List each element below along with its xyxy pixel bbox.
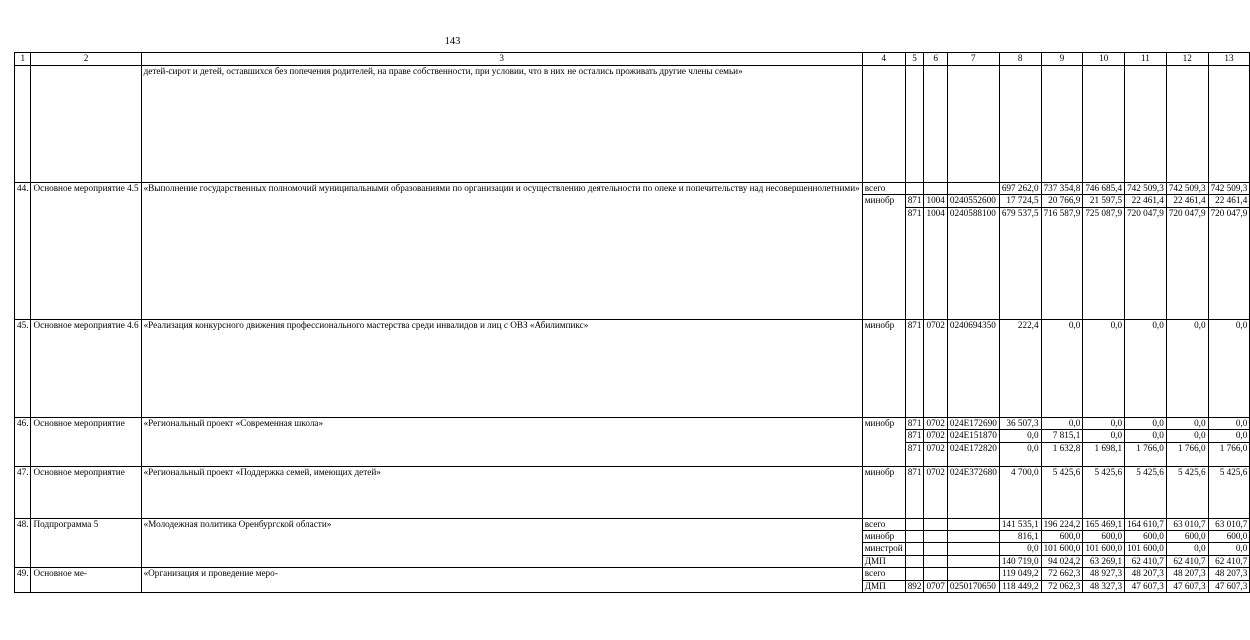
value-cell: 164 610,7 [1125, 518, 1167, 530]
value-cell: 5 425,6 [1125, 466, 1167, 518]
value-cell: 47 607,3 [1208, 580, 1250, 592]
value-cell: 101 600,0 [1083, 543, 1125, 555]
value-cell: 0,0 [1125, 417, 1167, 429]
value-cell: 48 327,3 [1083, 580, 1125, 592]
header-cell: 2 [31, 53, 141, 66]
value-cell: 816,1 [999, 531, 1041, 543]
row-name: «Организация и проведение меро- [141, 568, 862, 593]
value-cell: 697 262,0 [999, 183, 1041, 195]
value-cell: 101 600,0 [1041, 543, 1083, 555]
value-cell: 47 607,3 [1166, 580, 1208, 592]
value-cell: 5 425,6 [1208, 466, 1250, 518]
value-cell: 36 507,3 [999, 417, 1041, 429]
value-cell: 0,0 [1166, 319, 1208, 417]
value-cell: 600,0 [1083, 531, 1125, 543]
executor: всего [862, 568, 905, 580]
table-row-49-sub: ДМП 892 0707 0250170650 118 449,2 72 062,3 48 327,3 47 607,3 47 607,3 47 607,3 [15, 580, 1250, 592]
header-cell: 4 [862, 53, 905, 66]
value-cell: 20 766,9 [1041, 195, 1083, 207]
value-cell: 63 269,1 [1083, 555, 1125, 567]
row-name: «Молодежная политика Оренбургской области» [141, 518, 862, 568]
row-type: Основное мероприятие [31, 417, 141, 466]
value-cell: 63 010,7 [1208, 518, 1250, 530]
value-cell: 118 449,2 [999, 580, 1041, 592]
header-cell: 3 [141, 53, 862, 66]
row-number: 45. [15, 319, 31, 417]
table-row-48 [15, 518, 1250, 530]
value-cell: 1 766,0 [1125, 442, 1167, 466]
budget-table [14, 52, 1250, 593]
value-cell: 62 410,7 [1125, 555, 1167, 567]
value-cell: 1 698,1 [1083, 442, 1125, 466]
value-cell: 725 087,9 [1083, 207, 1125, 319]
value-cell: 21 597,5 [1083, 195, 1125, 207]
value-cell: 101 600,0 [1125, 543, 1167, 555]
value-cell: 7 815,1 [1041, 430, 1083, 442]
row-type: Основное ме- [31, 568, 141, 593]
value-cell: 0,0 [1125, 430, 1167, 442]
value-cell: 48 207,3 [1208, 568, 1250, 580]
row-type: Основное мероприятие [31, 466, 141, 518]
value-cell: 0,0 [1083, 319, 1125, 417]
table-row-46: 46. Основное мероприятие «Региональный проект «Современная школа» минобр 871 0702 024E172690 36 507,3 0,0 0,0 0,0 0,0 0,0 [15, 417, 1250, 429]
value-cell: 600,0 [1166, 531, 1208, 543]
value-cell: 0,0 [1041, 417, 1083, 429]
row-name: «Региональный проект «Современная школа» [141, 417, 862, 466]
table-row-46-sub: 871 0702 024E151870 0,0 7 815,1 0,0 0,0 0,0 0,0 [15, 430, 1250, 442]
executor: ДМП [862, 580, 905, 592]
value-cell: 5 425,6 [1041, 466, 1083, 518]
value-cell: 742 509,3 [1166, 183, 1208, 195]
header-cell: 6 [924, 53, 947, 66]
value-cell: 47 607,3 [1125, 580, 1167, 592]
value-cell: 72 062,3 [1041, 580, 1083, 592]
row-number: 49. [15, 568, 31, 593]
value-cell: 72 662,3 [1041, 568, 1083, 580]
header-cell: 12 [1166, 53, 1208, 66]
value-cell: 22 461,4 [1125, 195, 1167, 207]
value-cell: 0,0 [1208, 543, 1250, 555]
executor: минобр [862, 195, 905, 319]
value-cell: 720 047,9 [1166, 207, 1208, 319]
value-cell: 600,0 [1125, 531, 1167, 543]
value-cell: 742 509,3 [1208, 183, 1250, 195]
continuation-name: детей-сирот и детей, оставшихся без попечения родителей, на праве собственности, при условии, что в них не остались проживать другие члены семьи» [141, 66, 862, 183]
row-type: Подпрограмма 5 [31, 518, 141, 568]
value-cell: 716 587,9 [1041, 207, 1083, 319]
row-type: Основное мероприятие 4.6 [31, 319, 141, 417]
value-cell: 0,0 [1208, 319, 1250, 417]
value-cell: 0,0 [999, 430, 1041, 442]
row-number: 44. [15, 183, 31, 320]
value-cell: 165 469,1 [1083, 518, 1125, 530]
value-cell: 0,0 [999, 442, 1041, 466]
value-cell: 48 207,3 [1125, 568, 1167, 580]
column-numbers-row [15, 53, 1250, 66]
value-cell: 22 461,4 [1208, 195, 1250, 207]
value-cell: 0,0 [1083, 430, 1125, 442]
value-cell: 63 010,7 [1166, 518, 1208, 530]
value-cell: 0,0 [999, 543, 1041, 555]
row-number: 46. [15, 417, 31, 466]
header-cell: 9 [1041, 53, 1083, 66]
value-cell: 5 425,6 [1083, 466, 1125, 518]
header-cell: 11 [1125, 53, 1167, 66]
header-cell: 13 [1208, 53, 1250, 66]
value-cell: 746 685,4 [1083, 183, 1125, 195]
executor: минобр [862, 319, 905, 417]
value-cell: 62 410,7 [1166, 555, 1208, 567]
header-cell: 5 [905, 53, 924, 66]
value-cell: 140 719,0 [999, 555, 1041, 567]
row-number: 47. [15, 466, 31, 518]
value-cell: 720 047,9 [1125, 207, 1167, 319]
continuation-row [15, 66, 1250, 183]
table-row-49 [15, 568, 1250, 580]
executor: минстрой [862, 543, 905, 555]
value-cell: 0,0 [1041, 319, 1083, 417]
value-cell: 119 049,2 [999, 568, 1041, 580]
value-cell: 742 509,3 [1125, 183, 1167, 195]
value-cell: 222,4 [999, 319, 1041, 417]
table-row-45: 45. Основное мероприятие 4.6 «Реализация конкурсного движения профессионального мастерства среди инвалидов и лиц с ОВЗ «Абилимпикс» минобр 871 0702 0240694350 222,4 0,0 0,0 0,0 0,0 0,0 [15, 319, 1250, 417]
executor: минобр [862, 466, 905, 518]
row-name: «Выполнение государственных полномочий муниципальными образованиями по организации и осуществлению деятельности по опеке и попечительству над несовершеннолетними» [141, 183, 862, 320]
page-number: 143 [444, 36, 461, 47]
table-row-46-sub: 871 0702 024E172820 0,0 1 632,8 1 698,1 1 766,0 1 766,0 1 766,0 [15, 442, 1250, 466]
value-cell: 1 632,8 [1041, 442, 1083, 466]
value-cell: 679 537,5 [999, 207, 1041, 319]
value-cell: 22 461,4 [1166, 195, 1208, 207]
executor: всего [862, 183, 905, 195]
value-cell: 0,0 [1208, 417, 1250, 429]
row-name: «Региональный проект «Поддержка семей, имеющих детей» [141, 466, 862, 518]
header-cell: 1 [15, 53, 31, 66]
value-cell: 62 410,7 [1208, 555, 1250, 567]
value-cell: 1 766,0 [1166, 442, 1208, 466]
value-cell: 0,0 [1166, 430, 1208, 442]
header-cell: 10 [1083, 53, 1125, 66]
value-cell: 600,0 [1041, 531, 1083, 543]
value-cell: 0,0 [1083, 417, 1125, 429]
row-name: «Реализация конкурсного движения профессионального мастерства среди инвалидов и лиц с ОВЗ «Абилимпикс» [141, 319, 862, 417]
value-cell: 196 224,2 [1041, 518, 1083, 530]
table-row-47: 47. Основное мероприятие «Региональный проект «Поддержка семей, имеющих детей» минобр 871 0702 024E372680 4 700,0 5 425,6 5 425,6 5 425,6 5 425,6 5 425,6 [15, 466, 1250, 518]
executor: всего [862, 518, 905, 530]
value-cell: 94 024,2 [1041, 555, 1083, 567]
value-cell: 17 724,5 [999, 195, 1041, 207]
row-number: 48. [15, 518, 31, 568]
value-cell: 1 766,0 [1208, 442, 1250, 466]
table-row-44-sub: 871 1004 0240588100 679 537,5 716 587,9 725 087,9 720 047,9 720 047,9 720 047,9 [15, 207, 1250, 319]
value-cell: 48 927,3 [1083, 568, 1125, 580]
executor: ДМП [862, 555, 905, 567]
header-cell: 8 [999, 53, 1041, 66]
value-cell: 600,0 [1208, 531, 1250, 543]
value-cell: 0,0 [1166, 543, 1208, 555]
value-cell: 720 047,9 [1208, 207, 1250, 319]
value-cell: 4 700,0 [999, 466, 1041, 518]
value-cell: 5 425,6 [1166, 466, 1208, 518]
value-cell: 141 535,1 [999, 518, 1041, 530]
value-cell: 0,0 [1208, 430, 1250, 442]
row-type: Основное мероприятие 4.5 [31, 183, 141, 320]
executor: минобр [862, 531, 905, 543]
table-row-44-sub: минобр 871 1004 0240552600 17 724,5 20 766,9 21 597,5 22 461,4 22 461,4 22 461,4 [15, 195, 1250, 207]
executor: минобр [862, 417, 905, 466]
value-cell: 0,0 [1125, 319, 1167, 417]
value-cell: 737 354,8 [1041, 183, 1083, 195]
value-cell: 0,0 [1166, 417, 1208, 429]
table-row-44 [15, 183, 1250, 195]
value-cell: 48 207,3 [1166, 568, 1208, 580]
header-cell: 7 [947, 53, 999, 66]
